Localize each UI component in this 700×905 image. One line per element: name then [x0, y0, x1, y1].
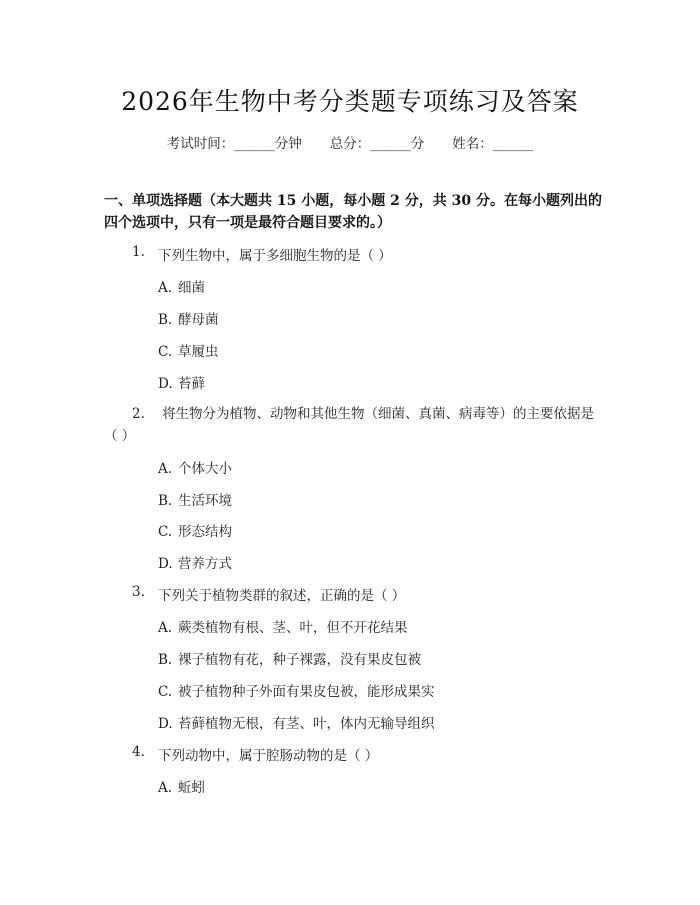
question-text: 将生物分为植物、动物和其他生物（细菌、真菌、病毒等）的主要依据是（ ） [104, 406, 595, 444]
question-text: 下列动物中，属于腔肠动物的是（ ） [158, 748, 379, 764]
option-text: 被子植物种子外面有果皮包被，能形成果实 [178, 684, 435, 700]
option-3b [158, 648, 421, 668]
option-letter: A. [158, 620, 173, 636]
option-letter: C. [158, 524, 173, 540]
option-letter: C. [158, 344, 173, 360]
question-text: 下列生物中，属于多细胞生物的是（ ） [158, 248, 392, 264]
option-text: 蚯蚓 [178, 780, 205, 796]
option-1d [158, 372, 205, 392]
option-3c [158, 680, 435, 700]
student-name-field: 姓名：______ [452, 136, 534, 152]
option-text: 营养方式 [178, 556, 232, 572]
option-2b [158, 489, 232, 509]
option-text: 个体大小 [178, 461, 232, 477]
option-3d [158, 712, 435, 732]
option-1b [158, 308, 219, 328]
option-letter: D. [158, 716, 173, 732]
option-letter: B. [158, 312, 173, 328]
option-letter: D. [158, 556, 173, 572]
option-1a [158, 276, 205, 296]
option-letter: B. [158, 493, 173, 509]
option-text: 酵母菌 [178, 312, 219, 328]
option-text: 生活环境 [178, 493, 232, 509]
option-text: 草履虫 [178, 344, 219, 360]
option-letter: B. [158, 652, 173, 668]
option-letter: A. [158, 780, 173, 796]
option-text: 蕨类植物有根、茎、叶，但不开花结果 [178, 620, 408, 636]
option-2c [158, 520, 232, 540]
question-number: 4. [132, 744, 145, 760]
option-letter: A. [158, 280, 173, 296]
option-text: 苔藓植物无根，有茎、叶，体内无输导组织 [178, 716, 435, 732]
option-text: 裸子植物有花，种子裸露，没有果皮包被 [178, 652, 421, 668]
question-number: 3. [132, 584, 145, 600]
option-4a [158, 776, 205, 796]
question-number: 2. [132, 406, 145, 422]
question-number: 1. [132, 244, 145, 260]
option-letter: C. [158, 684, 173, 700]
question-text: 下列关于植物类群的叙述，正确的是（ ） [158, 588, 406, 604]
option-3a [158, 616, 408, 636]
option-2a [158, 457, 232, 477]
option-1c [158, 340, 219, 360]
exam-time-field: 考试时间：______分钟 [166, 136, 302, 152]
question-2 [104, 403, 598, 447]
total-score-field: 总分：______分 [329, 136, 425, 152]
option-text: 细菌 [178, 280, 205, 296]
option-text: 形态结构 [178, 524, 232, 540]
section-heading: 一、单项选择题（本大题共 15 小题，每小题 2 分，共 30 分。在每小题列出的四个选项中，只有一项是最符合题目要求的。） [104, 193, 602, 231]
option-letter: A. [158, 461, 173, 477]
option-letter: D. [158, 376, 173, 392]
exam-meta [0, 132, 700, 152]
option-2d [158, 552, 232, 572]
option-text: 苔藓 [178, 376, 205, 392]
page-title: 2026年生物中考分类题专项练习及答案 [121, 87, 579, 116]
